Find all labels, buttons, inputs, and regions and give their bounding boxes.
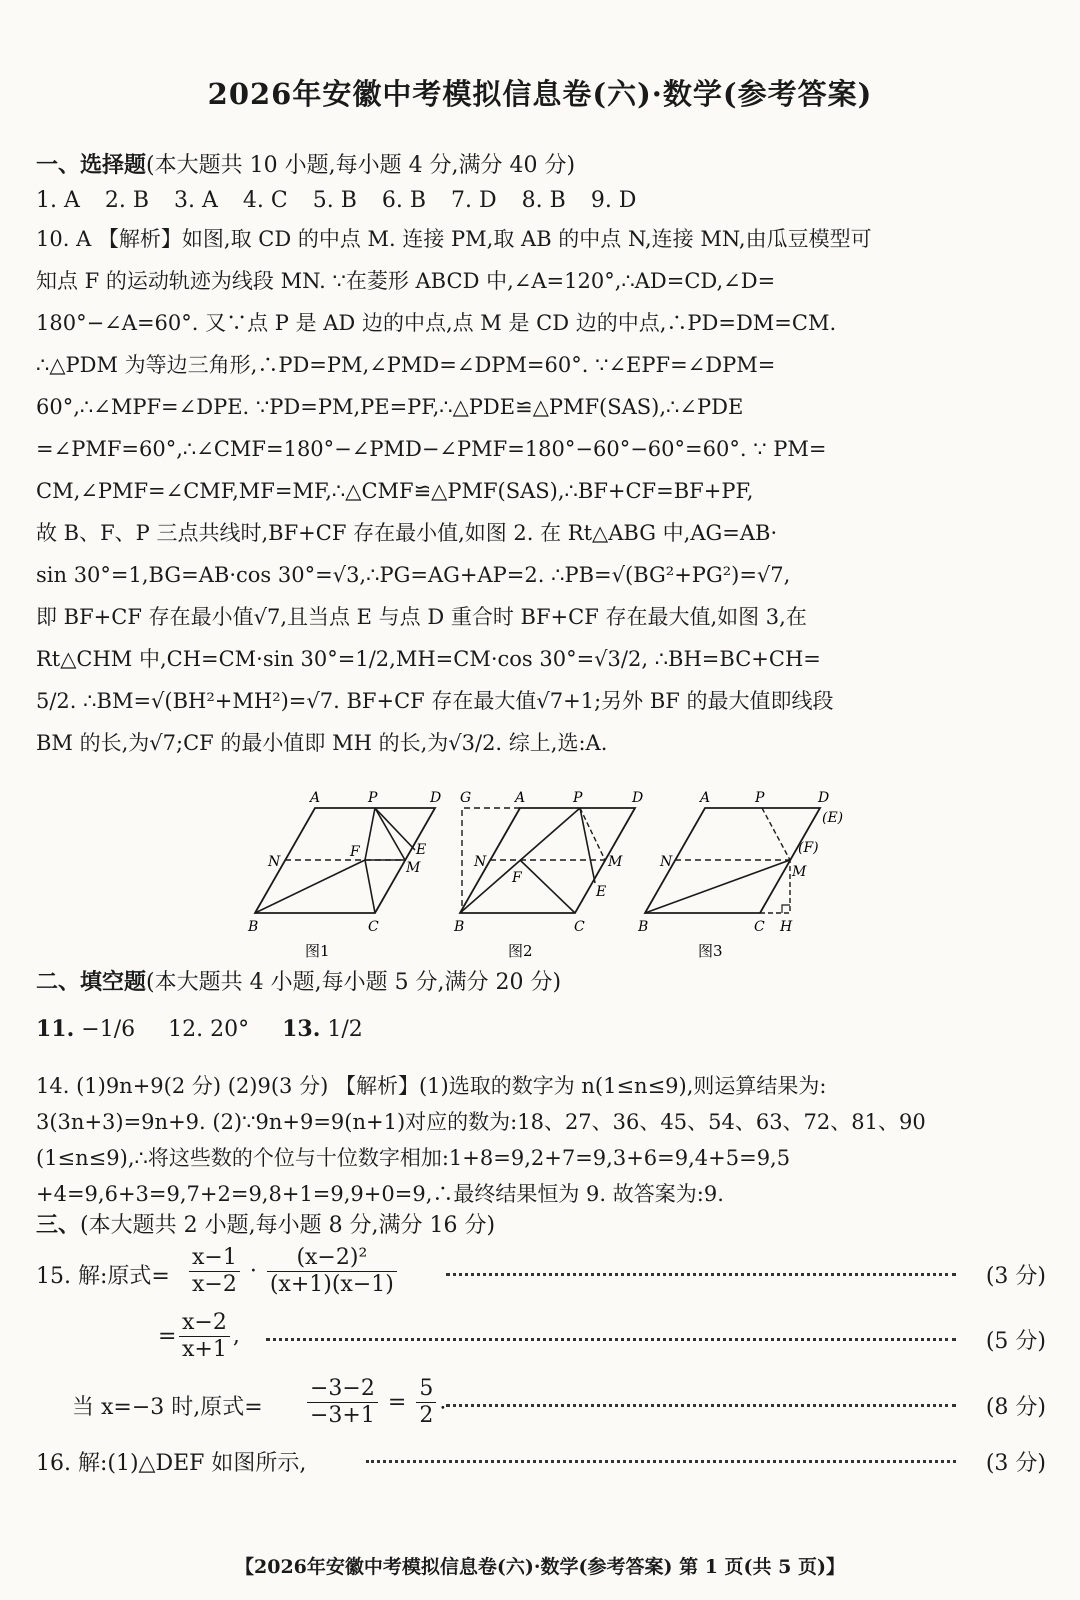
section-3-subtitle: (本大题共 2 小题,每小题 8 分,满分 16 分) [80, 1213, 496, 1238]
section-2-heading [36, 965, 1046, 1000]
q10-line: 5/2. ∴BM=√(BH²+MH²)=√7. BF+CF 存在最大值√7+1;另外 BF 的最大值即线段 [36, 689, 834, 713]
q14-line: +4=9,6+3=9,7+2=9,8+1=9,9+0=9,∴最终结果恒为 9. 故答案为:9. [36, 1182, 724, 1206]
q16-text: 16. 解:(1)△DEF 如图所示, [36, 1451, 307, 1476]
fig2-line-pm [580, 808, 605, 860]
fig1-line-fc [365, 860, 375, 913]
q15-frac-2: $\frac{\text{(x−2)²}}{(x+1)(x-1)}$ [267, 1245, 397, 1298]
fig3-line-pm [762, 808, 790, 860]
fig1-label: P [368, 790, 378, 806]
q10-line: 即 BF+CF 存在最小值√7,且当点 E 与点 D 重合时 BF+CF 存在最大值,如图 3,在 [36, 605, 807, 629]
q14-line: 14. (1)9n+9(2 分) (2)9(3 分) 【解析】(1)选取的数字为 n(1≤n≤9),则运算结果为: [36, 1074, 827, 1098]
q15-frac-5: $\frac{5}{2}$ [416, 1376, 436, 1429]
choice-answers [36, 183, 1046, 218]
answer-3: 3. A [174, 188, 218, 213]
q10-line: 60°,∴∠MPF=∠DPE. ∵PD=PM,PE=PF,∴△PDE≌△PMF(SAS),∴∠PDE [36, 395, 744, 419]
fig3-label: C [754, 919, 765, 935]
q15-frac-1: $\frac{x-1}{x-2}$ [189, 1245, 240, 1298]
fig1-label: C [368, 919, 379, 935]
q15-frac-4: $\frac{-3-2}{-3+1}$ [307, 1376, 378, 1429]
fig3-label: M [792, 864, 807, 880]
figure-3 [637, 790, 843, 960]
answer-2: 2. B [104, 188, 150, 213]
q15-score-2: (5 分) [985, 1329, 1046, 1354]
fig1-label: N [268, 854, 281, 870]
fig2-label: B [454, 919, 465, 935]
answer-5: 5. B [312, 188, 357, 213]
fig3-right-angle [782, 905, 790, 913]
q10-line: 知点 F 的运动轨迹为线段 MN. ∵在菱形 ABCD 中,∠A=120°,∴AD=CD,∠D= [36, 269, 776, 293]
answer-8: 8. B [521, 188, 566, 213]
figure-1-caption: 图1 [305, 942, 330, 960]
q14-explanation [36, 1068, 1046, 1212]
fig2-label: G [460, 790, 472, 806]
fig2-line-pe [580, 808, 595, 883]
fig1-label: D [430, 790, 442, 806]
q16-score: (3 分) [985, 1451, 1046, 1476]
page-footer: 【2026年安徽中考模拟信息卷(六)·数学(参考答案) 第 1 页(共 5 页)】 [235, 1556, 845, 1578]
fig2-label: N [474, 854, 487, 870]
q15-step3-prefix: 当 x=−3 时,原式= [72, 1395, 263, 1420]
fig2-label: M [608, 854, 623, 870]
fig3-label: D [818, 790, 830, 806]
answer-1: 1. A [36, 188, 80, 213]
fig1-label: B [248, 919, 259, 935]
fig2-label: A [515, 790, 526, 806]
fig2-line-fc [520, 860, 575, 913]
q15-label: 15. 解:原式= [36, 1264, 170, 1289]
q10-line: 10. A 【解析】如图,取 CD 的中点 M. 连接 PM,取 AB 的中点 N,连接 MN,由瓜豆模型可 [36, 227, 872, 251]
q10-line: BM 的长,为√7;CF 的最小值即 MH 的长,为√3/2. 综上,选:A. [36, 731, 608, 755]
q15-step-2: = $\frac{x-2}{x+1}$ , (5 分) [158, 1310, 1046, 1362]
answer-4: 4. C [242, 188, 288, 213]
fig1-label: F [350, 844, 360, 860]
section-2-title: 二、填空题 [36, 969, 147, 995]
fig3-label: (F) [798, 840, 819, 856]
dotted-leader [266, 1338, 956, 1341]
q10-line: =∠PMF=60°,∴∠CMF=180°−∠PMD−∠PMF=180°−60°−60°=60°. ∵ PM= [36, 437, 827, 461]
fig2-label: D [632, 790, 644, 806]
q14-line: 3(3n+3)=9n+9. (2)∵9n+9=9(n+1)对应的数为:18、27、36、45、54、63、72、81、90 [36, 1110, 926, 1134]
q15-frac-3: $\frac{x-2}{x+1}$ [179, 1310, 230, 1363]
dotted-leader [366, 1460, 956, 1463]
section-3-heading [36, 1208, 1046, 1243]
page-title: 2026年安徽中考模拟信息卷(六)·数学(参考答案) [207, 77, 873, 111]
q15-step-1: 15. 解:原式= $\frac{x-1}{x-2}$ · $\frac{\text{(x−2)²}}{(x+1)(x-1)}$ (3 分) [36, 1245, 1046, 1297]
fig2-label: E [596, 884, 607, 900]
figure-2-caption: 图2 [508, 942, 533, 960]
fig1-label: E [416, 842, 427, 858]
fig3-label: H [780, 919, 793, 935]
section-2-subtitle: (本大题共 4 小题,每小题 5 分,满分 20 分) [146, 970, 562, 995]
q15-step-3: 当 x=−3 时,原式= $\frac{-3-2}{-3+1}$ = $\frac{5}{2}$ . (8 分) [72, 1376, 1046, 1428]
q10-explanation [36, 218, 1046, 764]
fill-answers [36, 1012, 1046, 1047]
q11-answer: −1/6 [81, 1017, 136, 1042]
fig2-label: F [512, 870, 522, 886]
q15-score-3: (8 分) [985, 1395, 1046, 1420]
section-1-heading [36, 148, 1046, 183]
fig3-label: A [700, 790, 711, 806]
answer-7: 7. D [451, 188, 497, 213]
answer-6: 6. B [381, 188, 427, 213]
dotted-leader [446, 1273, 956, 1276]
fig1-label: M [406, 860, 421, 876]
q10-line: Rt△CHM 中,CH=CM·sin 30°=1/2,MH=CM·cos 30°=√3/2, ∴BH=BC+CH= [36, 647, 821, 671]
section-1-title: 一、选择题 [36, 152, 147, 178]
q15-score-1: (3 分) [985, 1264, 1046, 1289]
q12-answer: 12. 20° [168, 1017, 250, 1042]
q16-step-1 [36, 1432, 1046, 1492]
fig2-label: P [573, 790, 583, 806]
q13-answer: 1/2 [327, 1017, 363, 1042]
answer-9: 9. D [590, 188, 637, 213]
q14-line: (1≤n≤9),∴将这些数的个位与十位数字相加:1+8=9,2+7=9,3+6=9,4+5=9,5 [36, 1146, 791, 1170]
fig2-label: C [574, 919, 585, 935]
q11-label: 11. [36, 1016, 75, 1042]
fig1-label: A [310, 790, 321, 806]
section-1-subtitle: (本大题共 10 小题,每小题 4 分,满分 40 分) [146, 153, 576, 178]
figure-2 [453, 790, 643, 960]
q10-line: 180°−∠A=60°. 又∵点 P 是 AD 边的中点,点 M 是 CD 边的中点,∴PD=DM=CM. [36, 311, 837, 335]
geometry-figures [240, 788, 880, 968]
q10-line: CM,∠PMF=∠CMF,MF=MF,∴△CMF≌△PMF(SAS),∴BF+CF=BF+PF, [36, 479, 754, 503]
q10-line: sin 30°=1,BG=AB·cos 30°=√3,∴PG=AG+AP=2. ∴PB=√(BG²+PG²)=√7, [36, 563, 791, 587]
q10-line: ∴△PDM 为等边三角形,∴PD=PM,∠PMD=∠DPM=60°. ∵∠EPF=∠DPM= [36, 353, 776, 377]
q10-line: 故 B、F、P 三点共线时,BF+CF 存在最小值,如图 2. 在 Rt△ABG 中,AG=AB· [36, 521, 778, 545]
q13-label: 13. [282, 1016, 321, 1042]
section-3-title: 三、 [36, 1212, 81, 1238]
fig3-label: B [638, 919, 649, 935]
figure-1 [247, 790, 441, 960]
fig3-label: P [755, 790, 765, 806]
dotted-leader [446, 1404, 956, 1407]
fig3-label: N [660, 854, 673, 870]
fig1-line-pf [365, 808, 375, 860]
fig3-label: (E) [822, 810, 844, 826]
figure-3-caption: 图3 [698, 942, 723, 960]
